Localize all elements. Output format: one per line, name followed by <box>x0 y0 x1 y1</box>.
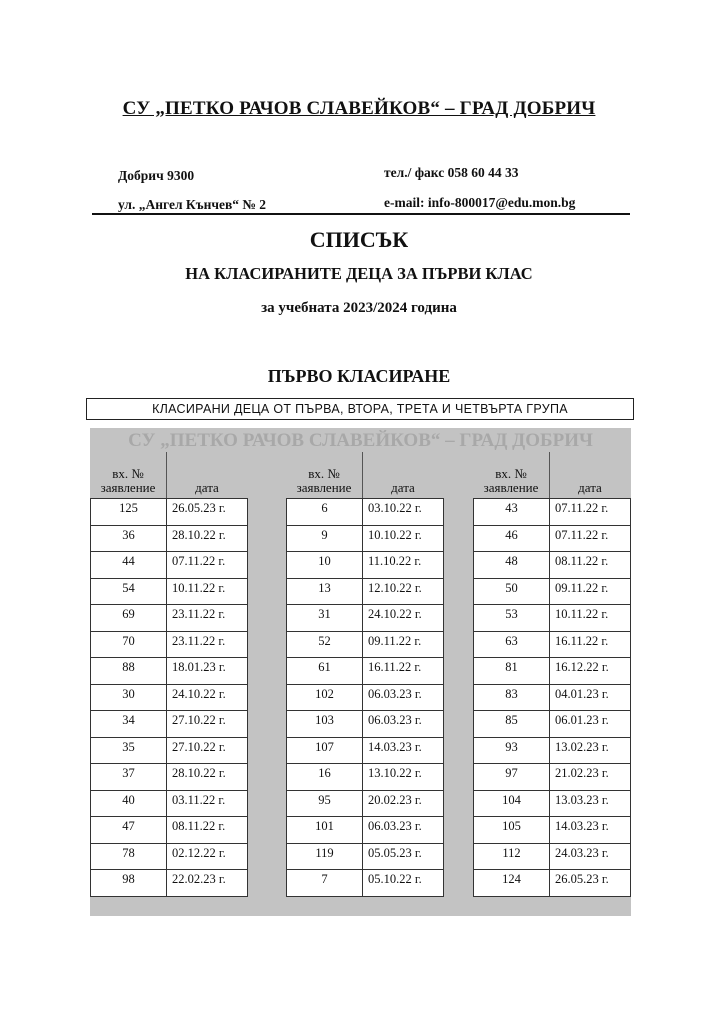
column-header <box>473 428 631 497</box>
table-row <box>91 605 247 632</box>
cell-application-number: 37 <box>91 764 167 790</box>
cell-application-number: 40 <box>91 791 167 817</box>
table-row <box>474 552 630 579</box>
cell-date: 24.10.22 г. <box>172 686 226 701</box>
group-label-box: КЛАСИРАНИ ДЕЦА ОТ ПЪРВА, ВТОРА, ТРЕТА И ЧЕТВЪРТА ГРУПА <box>86 398 634 420</box>
document-subtitle: НА КЛАСИРАНИТЕ ДЕЦА ЗА ПЪРВИ КЛАС <box>185 264 533 283</box>
cell-application-number: 16 <box>287 764 363 790</box>
cell-application-number: 53 <box>474 605 550 631</box>
cell-date: 16.12.22 г. <box>555 660 609 674</box>
header-separator <box>549 452 550 498</box>
cell-application-number: 63 <box>474 632 550 658</box>
table-row <box>91 844 247 871</box>
cell-application-number: 43 <box>474 499 550 525</box>
table-row <box>91 870 247 897</box>
header-application-number <box>473 467 549 495</box>
street-address: ул. „Ангел Кънчев“ № 2 <box>118 197 267 212</box>
cell-date: 05.10.22 г. <box>368 872 422 886</box>
cell-application-number: 48 <box>474 552 550 578</box>
table-row <box>474 685 630 712</box>
cell-date: 27.10.22 г. <box>172 739 226 754</box>
cell-application-number: 98 <box>91 870 167 896</box>
header-date: дата <box>195 480 219 495</box>
cell-application-number: 105 <box>474 817 550 843</box>
cell-date: 09.11.22 г. <box>555 580 609 595</box>
round-title: ПЪРВО КЛАСИРАНЕ <box>267 366 451 386</box>
cell-application-number: 6 <box>287 499 363 525</box>
table-row <box>287 552 443 579</box>
cell-application-number: 9 <box>287 526 363 552</box>
cell-date: 05.05.23 г. <box>368 845 422 860</box>
cell-date: 18.01.23 г. <box>172 660 226 674</box>
cell-application-number: 83 <box>474 685 550 711</box>
school-name-heading: СУ „ПЕТКО РАЧОВ СЛАВЕЙКОВ“ – ГРАД ДОБРИЧ <box>122 98 596 119</box>
cell-date: 28.10.22 г. <box>172 527 226 542</box>
table-row <box>91 685 247 712</box>
table-row <box>474 658 630 685</box>
cell-application-number: 81 <box>474 658 550 684</box>
cell-application-number: 102 <box>287 685 363 711</box>
cell-date: 11.10.22 г. <box>368 554 422 568</box>
cell-date: 06.03.23 г. <box>368 686 422 701</box>
cell-date: 09.11.22 г. <box>368 633 422 648</box>
cell-application-number: 54 <box>91 579 167 605</box>
cell-date: 24.03.23 г. <box>555 845 609 860</box>
cell-date: 10.11.22 г. <box>172 580 226 595</box>
cell-date: 16.11.22 г. <box>368 660 422 674</box>
table-row <box>287 844 443 871</box>
table-row <box>474 764 630 791</box>
table-row <box>474 817 630 844</box>
table-row <box>474 526 630 553</box>
cell-application-number: 7 <box>287 870 363 896</box>
header-application-number <box>90 467 166 495</box>
header-application-number <box>286 467 362 495</box>
cell-date: 12.10.22 г. <box>368 580 422 595</box>
table-row <box>91 658 247 685</box>
cell-date: 06.03.23 г. <box>368 713 422 727</box>
cell-date: 04.01.23 г. <box>555 686 609 701</box>
header-application-number-line1: вх. № <box>112 466 144 481</box>
cell-date: 03.10.22 г. <box>368 501 422 515</box>
table-row <box>287 870 443 897</box>
cell-application-number: 88 <box>91 658 167 684</box>
cell-application-number: 78 <box>91 844 167 870</box>
city-postcode: Добрич 9300 <box>118 168 195 183</box>
cell-application-number: 47 <box>91 817 167 843</box>
cell-date: 08.11.22 г. <box>555 554 609 568</box>
table-row <box>287 685 443 712</box>
header-separator <box>362 452 363 498</box>
cell-date: 07.11.22 г. <box>172 554 226 568</box>
cell-application-number: 31 <box>287 605 363 631</box>
cell-date: 02.12.22 г. <box>172 845 226 860</box>
table-row <box>91 711 247 738</box>
table-rows <box>286 498 444 897</box>
cell-date: 20.02.23 г. <box>368 792 422 807</box>
cell-date: 06.03.23 г. <box>368 819 422 833</box>
header-application-number-line2: заявление <box>296 480 352 495</box>
table-row <box>287 738 443 765</box>
cell-date: 14.03.23 г. <box>368 739 422 754</box>
table-row <box>287 579 443 606</box>
cell-date: 13.02.23 г. <box>555 739 609 754</box>
table-row <box>474 844 630 871</box>
cell-date: 10.11.22 г. <box>555 607 609 621</box>
cell-date: 14.03.23 г. <box>555 819 609 833</box>
table-row <box>91 791 247 818</box>
cell-date: 27.10.22 г. <box>172 713 226 727</box>
table-row <box>474 870 630 897</box>
cell-application-number: 103 <box>287 711 363 737</box>
cell-application-number: 112 <box>474 844 550 870</box>
cell-application-number: 44 <box>91 552 167 578</box>
cell-date: 03.11.22 г. <box>172 792 226 807</box>
header-application-number-line1: вх. № <box>308 466 340 481</box>
table-rows <box>473 498 631 897</box>
cell-date: 22.02.23 г. <box>172 872 226 886</box>
table-row <box>287 711 443 738</box>
cell-date: 16.11.22 г. <box>555 633 609 648</box>
cell-application-number: 52 <box>287 632 363 658</box>
cell-date: 23.11.22 г. <box>172 607 226 621</box>
cell-date: 24.10.22 г. <box>368 607 422 621</box>
table-row <box>91 499 247 526</box>
header-date: дата <box>391 480 415 495</box>
cell-date: 06.01.23 г. <box>555 713 609 727</box>
table-row <box>91 738 247 765</box>
cell-date: 07.11.22 г. <box>555 527 609 542</box>
header-application-number-line2: заявление <box>100 480 156 495</box>
table-row <box>287 658 443 685</box>
cell-application-number: 85 <box>474 711 550 737</box>
table-row <box>91 526 247 553</box>
cell-date: 26.05.23 г. <box>555 872 609 886</box>
cell-application-number: 124 <box>474 870 550 896</box>
cell-date: 23.11.22 г. <box>172 633 226 648</box>
table-row <box>287 499 443 526</box>
table-row <box>474 791 630 818</box>
cell-application-number: 101 <box>287 817 363 843</box>
column-header <box>286 428 444 497</box>
cell-date: 08.11.22 г. <box>172 819 226 833</box>
table-row <box>474 499 630 526</box>
table-row <box>287 817 443 844</box>
cell-application-number: 50 <box>474 579 550 605</box>
cell-application-number: 13 <box>287 579 363 605</box>
table-row <box>287 791 443 818</box>
header-application-number-line2: заявление <box>483 480 539 495</box>
header-divider <box>92 213 630 215</box>
cell-date: 13.10.22 г. <box>368 766 422 780</box>
cell-application-number: 97 <box>474 764 550 790</box>
table-watermark: СУ „ПЕТКО РАЧОВ СЛАВЕЙКОВ“ – ГРАД ДОБРИЧ <box>128 430 593 451</box>
cell-application-number: 34 <box>91 711 167 737</box>
cell-application-number: 104 <box>474 791 550 817</box>
cell-application-number: 95 <box>287 791 363 817</box>
cell-date: 13.03.23 г. <box>555 792 609 807</box>
cell-application-number: 70 <box>91 632 167 658</box>
cell-date: 10.10.22 г. <box>368 527 422 542</box>
header-application-number-line1: вх. № <box>495 466 527 481</box>
cell-date: 26.05.23 г. <box>172 501 226 515</box>
table-rows <box>90 498 248 897</box>
phone-fax: тел./ факс 058 60 44 33 <box>384 165 519 180</box>
ranking-table <box>90 428 631 916</box>
cell-application-number: 69 <box>91 605 167 631</box>
cell-application-number: 93 <box>474 738 550 764</box>
header-date: дата <box>578 480 602 495</box>
email-address: e-mail: info-800017@edu.mon.bg <box>384 195 576 210</box>
cell-application-number: 36 <box>91 526 167 552</box>
table-row <box>287 764 443 791</box>
table-row <box>91 764 247 791</box>
table-row <box>287 526 443 553</box>
cell-date: 28.10.22 г. <box>172 766 226 780</box>
cell-date: 07.11.22 г. <box>555 501 609 515</box>
cell-application-number: 46 <box>474 526 550 552</box>
cell-application-number: 35 <box>91 738 167 764</box>
table-row <box>91 552 247 579</box>
cell-application-number: 61 <box>287 658 363 684</box>
table-row <box>474 711 630 738</box>
table-row <box>474 579 630 606</box>
cell-date: 21.02.23 г. <box>555 766 609 780</box>
table-row <box>91 632 247 659</box>
column-header <box>90 428 248 497</box>
table-row <box>474 632 630 659</box>
table-row <box>91 817 247 844</box>
school-year: за учебната 2023/2024 година <box>261 300 457 316</box>
table-row <box>474 738 630 765</box>
table-row <box>91 579 247 606</box>
cell-application-number: 107 <box>287 738 363 764</box>
table-row <box>287 632 443 659</box>
table-row <box>287 605 443 632</box>
cell-application-number: 10 <box>287 552 363 578</box>
cell-application-number: 30 <box>91 685 167 711</box>
header-separator <box>166 452 167 498</box>
cell-application-number: 119 <box>287 844 363 870</box>
document-title: СПИСЪК <box>309 227 409 252</box>
table-row <box>474 605 630 632</box>
cell-application-number: 125 <box>91 499 167 525</box>
